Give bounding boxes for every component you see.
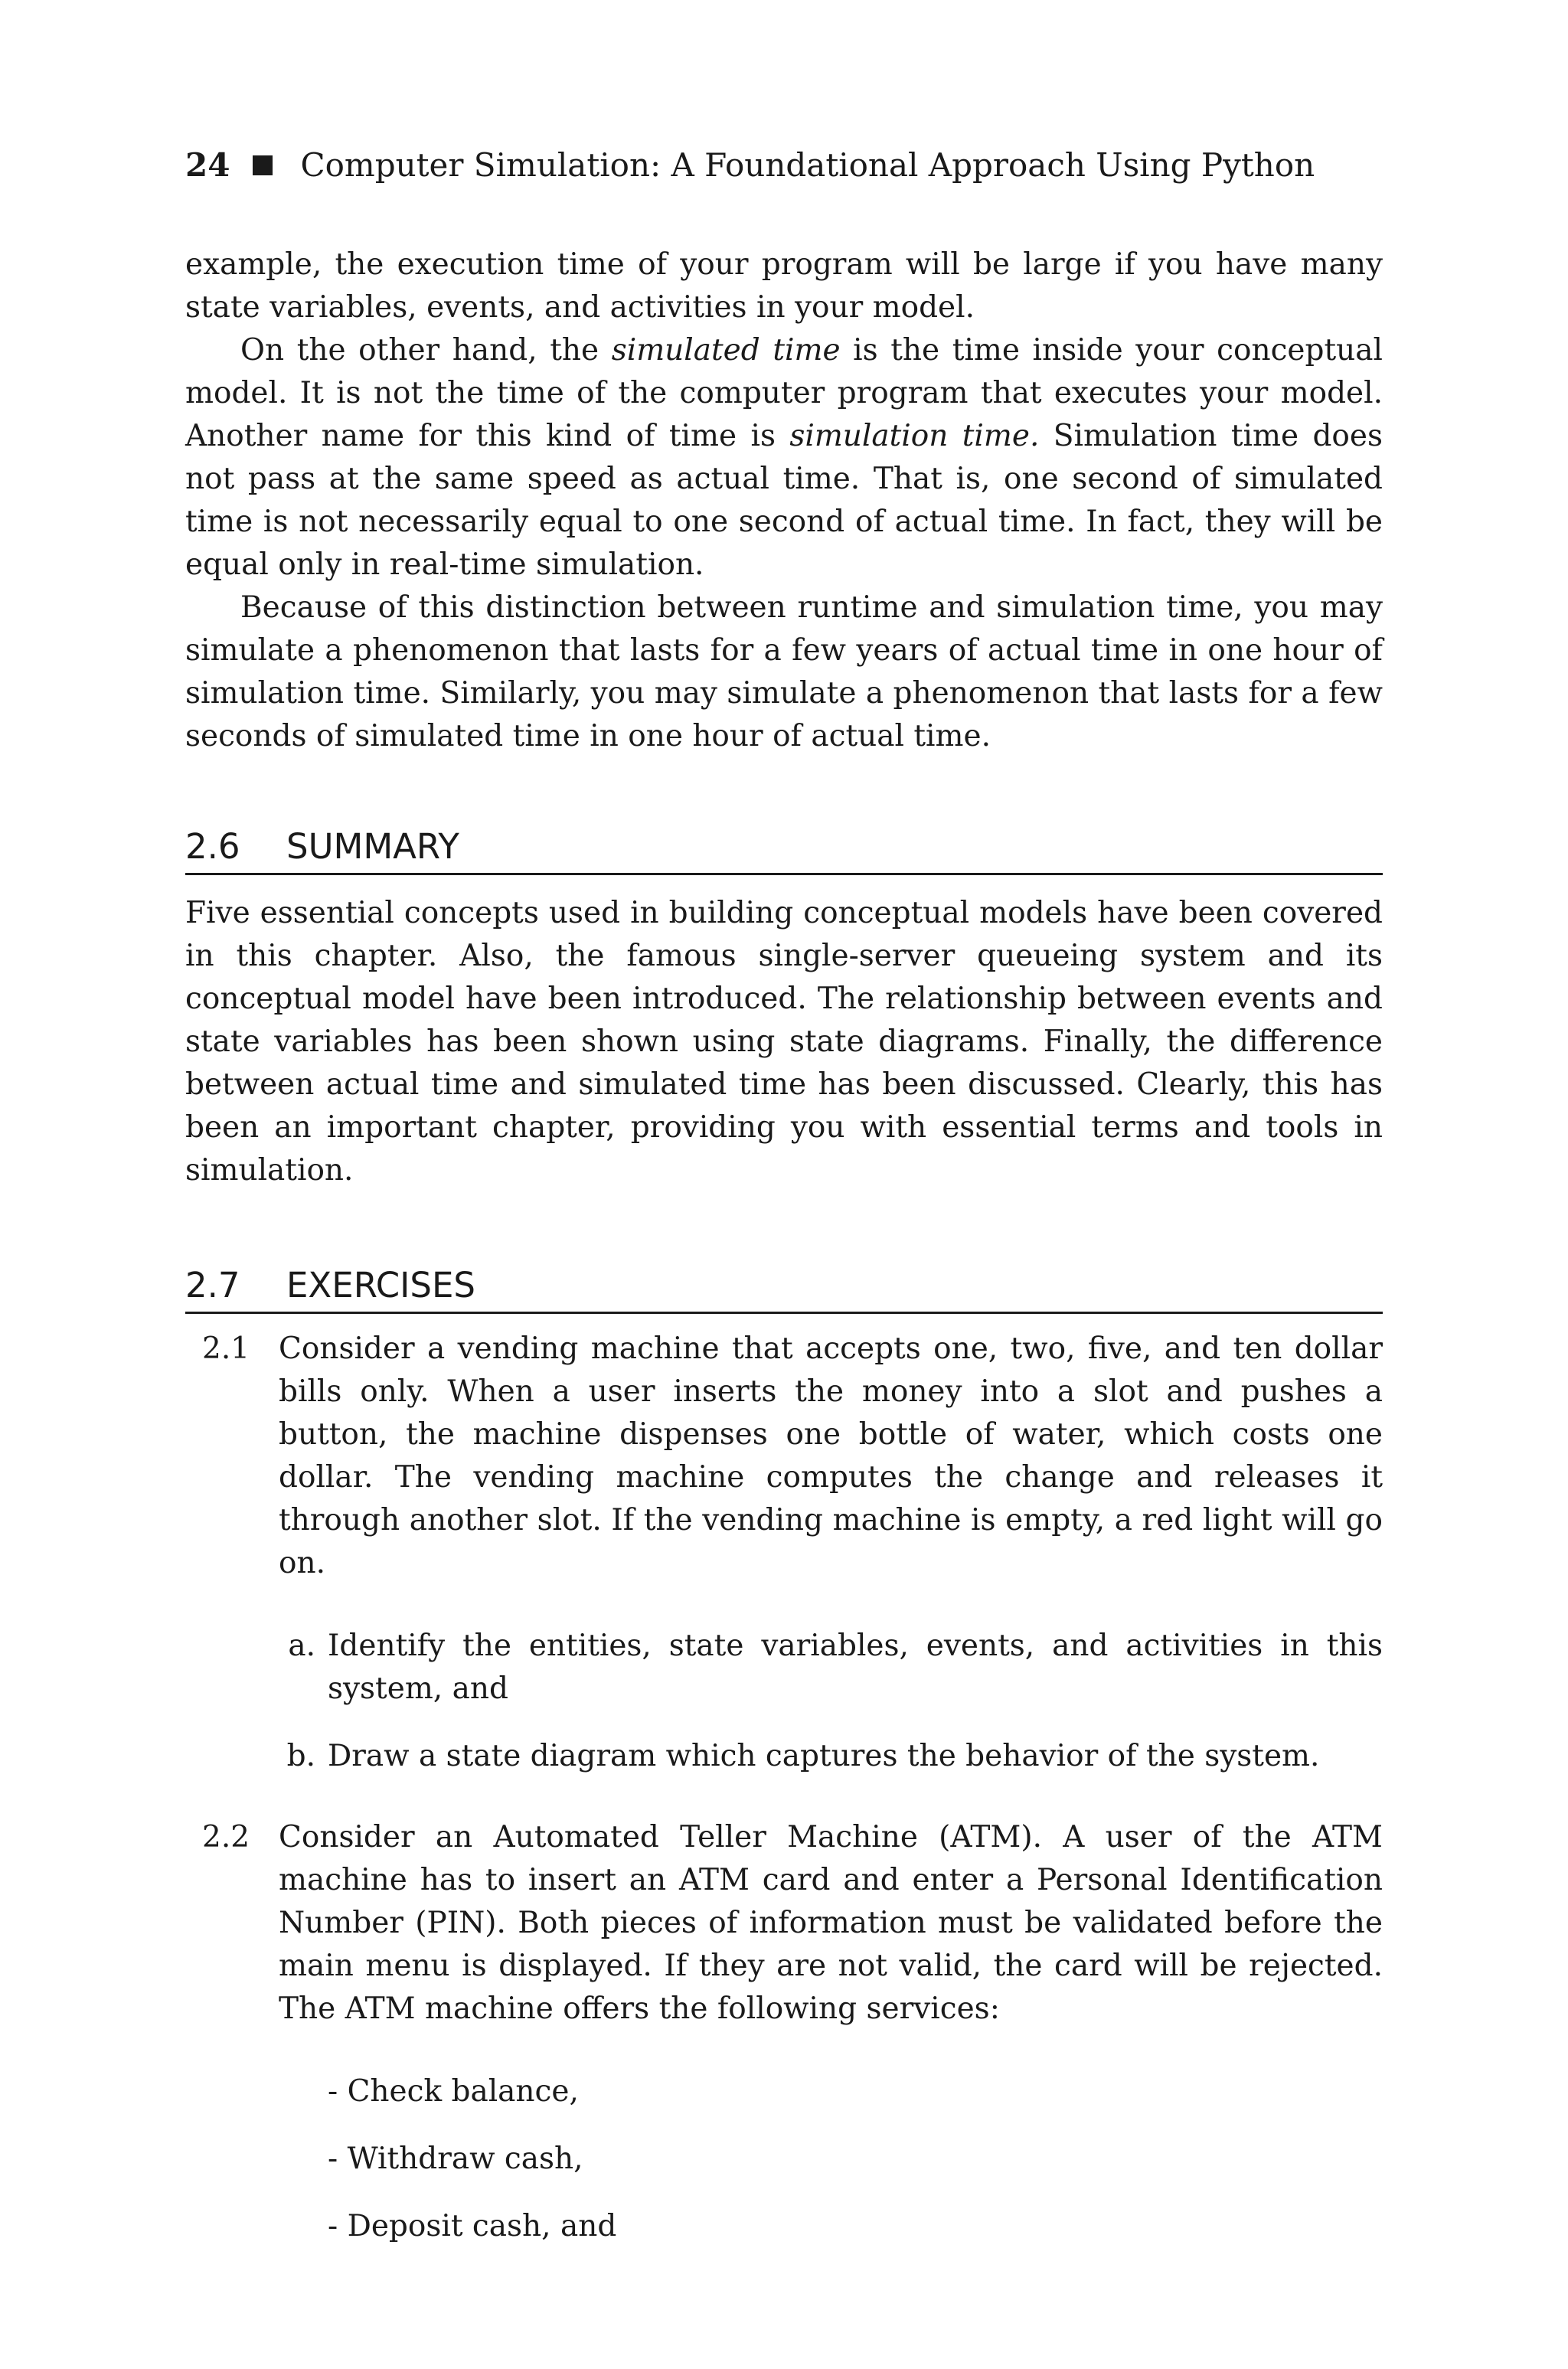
- book-title: Computer Simulation: A Foundational Approach Using Python: [300, 146, 1315, 184]
- emphasis-simulated-time: simulated time: [611, 333, 841, 368]
- page: [185, 142, 1383, 2248]
- paragraph-simulated-time: [185, 329, 1383, 587]
- section-title: SUMMARY: [286, 826, 459, 867]
- exercise-subitem-a: [279, 1625, 1383, 1711]
- section-title: EXERCISES: [286, 1265, 475, 1305]
- list-item: - Deposit cash, and: [328, 2209, 617, 2243]
- atm-services-list: [279, 2070, 1383, 2248]
- exercise-2-2: [185, 1816, 1383, 2248]
- exercise-number: 2.1: [202, 1332, 250, 1366]
- exercise-subitems: [279, 1625, 1383, 1778]
- summary-paragraph: Five essential concepts used in building conceptual models have been covered in this chapter. Also, the famous single-server queueing system and its conceptual model have been introduced. The relationship between events and state variables has been shown using state diagrams. Finally, the difference between actual time and simulated time has been discussed. Clearly, this has been an important chapter, providing you with essential terms and tools in simulation.: [185, 896, 1383, 1188]
- text-span: On the other hand, the: [240, 333, 612, 368]
- section-number: 2.7: [185, 1265, 240, 1305]
- exercise-text: Consider a vending machine that accepts one, two, five, and ten dollar bills only. When a user inserts the money into a slot and pushes a button, the machine dispenses one bottle of water, which costs one dollar. The vending machine computes the change and releases it through another slot. If the vending machine is empty, a red light will go on.: [279, 1332, 1383, 1580]
- exercise-text: Consider an Automated Teller Machine (ATM). A user of the ATM machine has to insert an ATM card and enter a Personal Identification Number (PIN). Both pieces of information must be validated before the main menu is displayed. If they are not valid, the card will be rejected. The ATM machine offers the following services:: [279, 1820, 1383, 2026]
- subitem-text: Draw a state diagram which captures the behavior of the system.: [328, 1739, 1320, 1773]
- exercise-number: 2.2: [202, 1820, 250, 1854]
- exercise-subitem-b: [279, 1735, 1383, 1778]
- section-heading-summary: [185, 824, 1383, 875]
- subitem-text: Identify the entities, state variables, events, and activities in this system, and: [328, 1629, 1383, 1706]
- list-item: - Withdraw cash,: [328, 2142, 583, 2176]
- text-span: Simulation time does not pass at the same speed as actual time. That is, one second of simulated time is not necessarily equal to one second of actual time. In fact, they will be equal only in real-time simulation.: [185, 419, 1383, 582]
- square-bullet-icon: [253, 155, 273, 175]
- exercise-2-1: [185, 1328, 1383, 1778]
- subitem-label: a.: [288, 1629, 315, 1663]
- running-head: [185, 142, 1383, 188]
- emphasis-simulation-time: simulation time.: [789, 419, 1040, 453]
- section-number: 2.6: [185, 826, 240, 867]
- page-number: 24: [185, 146, 230, 184]
- paragraph-runtime-distinction: Because of this distinction between runtime and simulation time, you may simulate a phenomenon that lasts for a few years of actual time in one hour of simulation time. Similarly, you may simulate a phenomenon that lasts for a few seconds of simulated time in one hour of actual time.: [185, 590, 1383, 753]
- section-heading-exercises: [185, 1263, 1383, 1314]
- text-span: is the time inside your conceptual model. It is not the time of the computer program that executes your model. Another name for this kind of time is: [185, 333, 1383, 453]
- paragraph-continuation: example, the execution time of your program will be large if you have many state variables, events, and activities in your model.: [185, 247, 1383, 325]
- list-item: - Check balance,: [328, 2074, 579, 2109]
- subitem-label: b.: [286, 1739, 315, 1773]
